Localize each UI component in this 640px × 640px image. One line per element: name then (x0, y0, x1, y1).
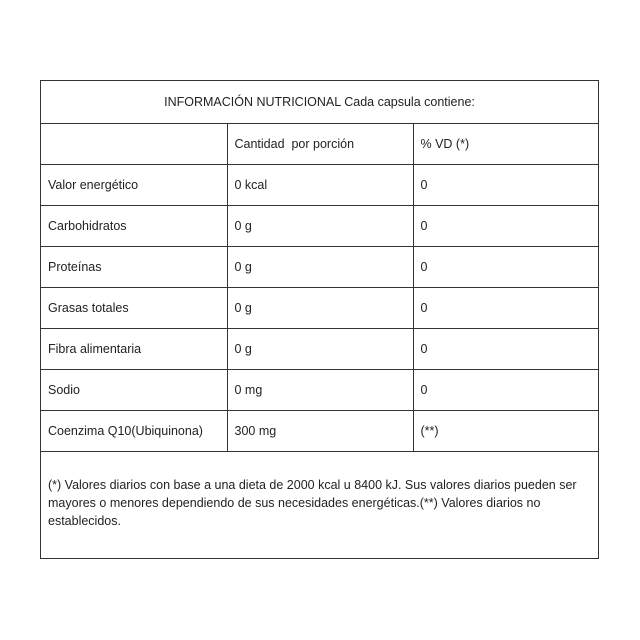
table-row (41, 328, 598, 369)
nutrient-amount: 0 mg (227, 369, 413, 410)
nutrient-amount: 0 kcal (227, 164, 413, 205)
table-row (41, 410, 598, 451)
nutrient-name: Carbohidratos (41, 205, 227, 246)
nutrient-amount: 0 g (227, 287, 413, 328)
table-row (41, 205, 598, 246)
nutrient-amount: 300 mg (227, 410, 413, 451)
nutrient-name: Proteínas (41, 246, 227, 287)
nutrient-amount: 0 g (227, 328, 413, 369)
table-row (41, 246, 598, 287)
nutrient-vd: 0 (413, 328, 598, 369)
nutrient-vd: (**) (413, 410, 598, 451)
table-row (41, 164, 598, 205)
nutrient-vd: 0 (413, 164, 598, 205)
nutrient-amount: 0 g (227, 246, 413, 287)
nutrient-vd: 0 (413, 205, 598, 246)
nutrient-name: Coenzima Q10(Ubiquinona) (41, 410, 227, 451)
nutrient-name: Grasas totales (41, 287, 227, 328)
table-row (41, 287, 598, 328)
title-row (41, 81, 598, 123)
nutrient-vd: 0 (413, 369, 598, 410)
table-title: INFORMACIÓN NUTRICIONAL Cada capsula contiene: (41, 81, 598, 123)
nutrient-amount: 0 g (227, 205, 413, 246)
header-vd: % VD (*) (413, 123, 598, 164)
nutrient-vd: 0 (413, 246, 598, 287)
header-row (41, 123, 598, 164)
footnote: (*) Valores diarios con base a una dieta de 2000 kcal u 8400 kJ. Sus valores diarios pueden ser mayores o menores dependiendo de sus necesidades energéticas.(**) Valores diarios no establecidos. (48, 477, 577, 528)
nutrient-vd: 0 (413, 287, 598, 328)
nutrition-facts-panel (40, 80, 599, 559)
nutrient-name: Valor energético (41, 164, 227, 205)
header-nutrient (41, 123, 227, 164)
nutrient-name: Fibra alimentaria (41, 328, 227, 369)
header-amount: Cantidad por porción (227, 123, 413, 164)
table-row (41, 369, 598, 410)
nutrient-name: Sodio (41, 369, 227, 410)
nutrition-table (41, 81, 598, 452)
